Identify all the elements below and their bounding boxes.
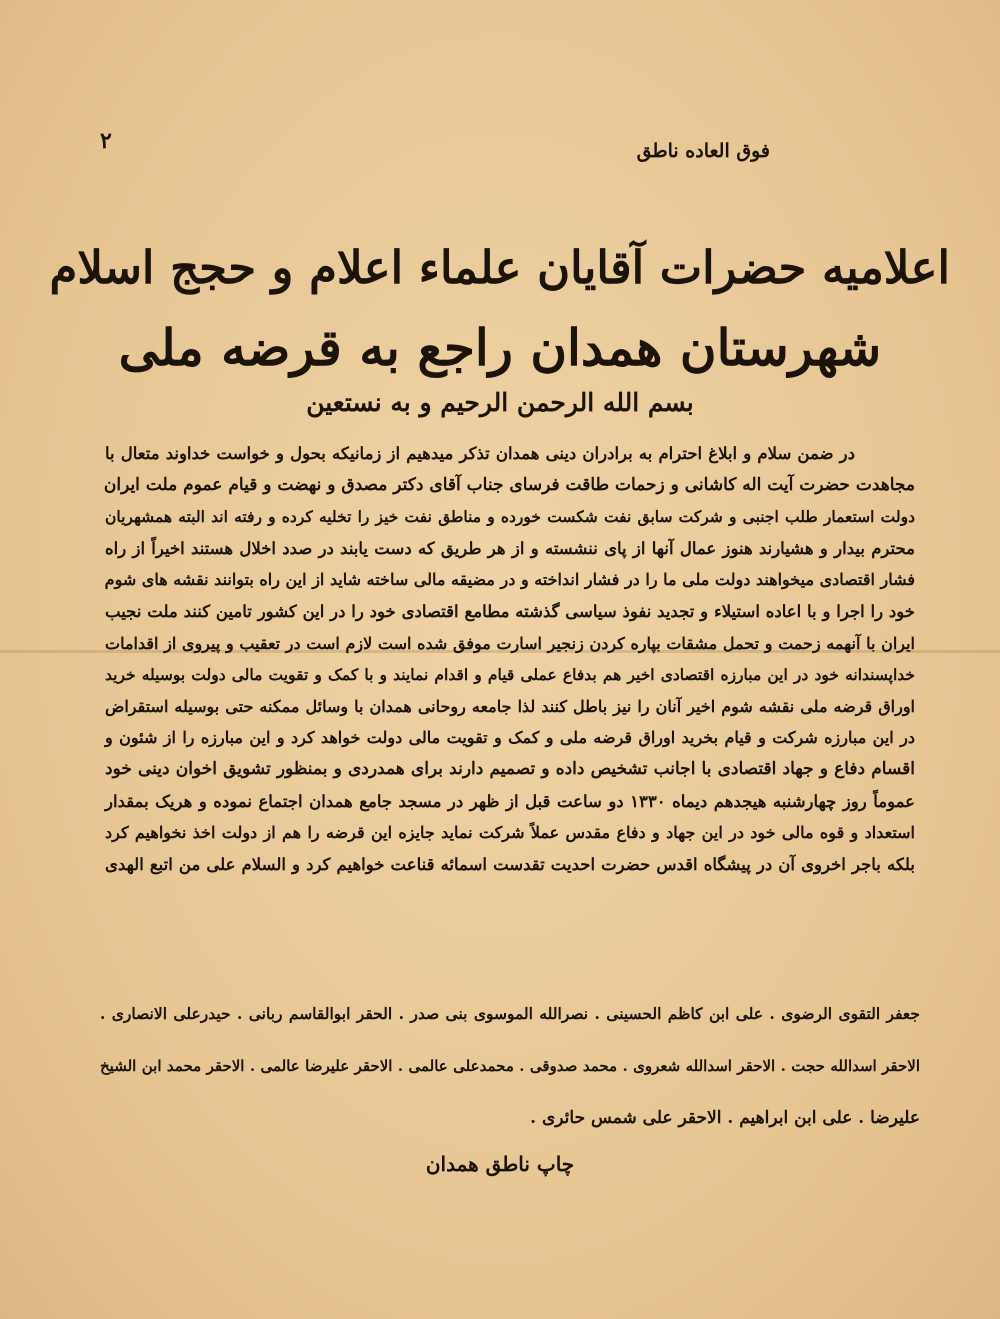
title-line-1: اعلامیه حضرات آقایان علماء اعلام و حجج اسلام [49, 241, 950, 294]
basmala: بسم الله الرحمن الرحیم و به نستعین [306, 388, 694, 417]
body-line: عموماً روز چهارشنبه هیجدهم دیماه ۱۳۳۰ دو ساعت قبل از ظهر در مسجد جامع همدان اجتماع نموده و هریک بمقدار [105, 791, 915, 811]
body-line: خداپسندانه خود در این مبارزه اقتصادی اخیر هم بدفاع عملی قیام و اقدام نمایند و با کمک و تقویت مالی دولت بوسیله خرید [105, 665, 915, 685]
body-line: مجاهدت حضرت آیت اله کاشانی و زحمات طاقت فرسای جناب آقای دکتر مصدق و نهضت و قیام عموم ملت ایران [103, 474, 915, 495]
header-note: فوق العاده ناطق [636, 140, 770, 162]
body-line: استعداد و قوه مالی خود در این جهاد و دفاع مقدس عملاً شرکت نماید جایزه این قرضه را هم از دولت اخذ نخواهیم کرد [105, 823, 915, 843]
announcement-body [105, 438, 915, 880]
signature-line: جعفر التقوی الرضوی . علی ابن کاظم الحسینی . نصرالله الموسوی بنی صدر . الحقر ابوالقاسم ربانی . حیدرعلی الانصاری . [100, 1004, 920, 1023]
body-line: در ضمن سلام و ابلاغ احترام به برادران دینی همدان تذکر میدهیم از زمانیکه بحول و خواست خداوند متعال با [105, 444, 855, 463]
body-line: خود را اجرا و با اعاده استیلاء و تجدید نفوذ سیاسی گذشته مطامع اقتصادی خود را در این کشور تامین کنند ملت نجیب [105, 601, 915, 621]
announcement-title [50, 228, 950, 388]
body-line: محترم بیدار و هشیارند هنوز عمال آنها از پای ننشسته و از هر طریق که دست یابند در صدد اخلال هستند اخیراً از راه [105, 538, 915, 558]
body-line: اقسام دفاع و جهاد اقتصادی با اجانب تشخیص داده و تصمیم دارند برای همدردی و بمنظور تشویق اخوان دینی خود [105, 758, 915, 779]
body-line: فشار اقتصادی میخواهند دولت ملی ما را در فشار انداخته و در مضیقه مالی ساخته شاید از این راه بتوانند نقشه های شوم [104, 570, 915, 590]
signatures-block [100, 988, 920, 1144]
body-line: اوراق قرضه ملی نقشه شوم اخیر آنان را نیز باطل کنند لذا جامعه روحانی همدان با وسائل ممکنه حتی بوسیله استقراض [105, 696, 916, 716]
body-line: دولت استعمار طلب اجنبی و شرکت سابق نفت شکست خورده و مناطق نفت خیز را تخلیه کرده و رفته اند البته همشهریان [105, 507, 915, 527]
page-mark: ۲ [100, 128, 112, 154]
signature-line: الاحقر اسدالله حجت . الاحقر اسدالله شعروی . محمد صدوقی . محمدعلی عالمی . الاحقر علیرضا عالمی . الاحقر محمد ابن الشیخ [100, 1057, 920, 1075]
title-line-2: شهرستان همدان راجع به قرضه ملی [118, 318, 882, 377]
body-line: بلکه باجر اخروی آن در پیشگاه اقدس حضرت احدیت تقدست اسمائه قناعت خواهیم کرد و السلام علی من اتبع الهدی [105, 854, 915, 874]
signature-line: علیرضا . علی ابن ابراهیم . الاحقر علی شمس حائری . [530, 1108, 920, 1128]
printer-credit: چاپ ناطق همدان [425, 1152, 575, 1176]
body-line: ایران با آنهمه زحمت و تحمل مشقات بپاره کردن زنجیر اسارت موفق شده است لازم است در تعقیب و پیروی از اقدامات [105, 633, 915, 653]
body-line: در این مبارزه شرکت و قیام بخرید اوراق قرضه ملی و کمک و تقویت مالی دولت خواهد کرد و این مبارزه را از شئون و [105, 728, 915, 748]
